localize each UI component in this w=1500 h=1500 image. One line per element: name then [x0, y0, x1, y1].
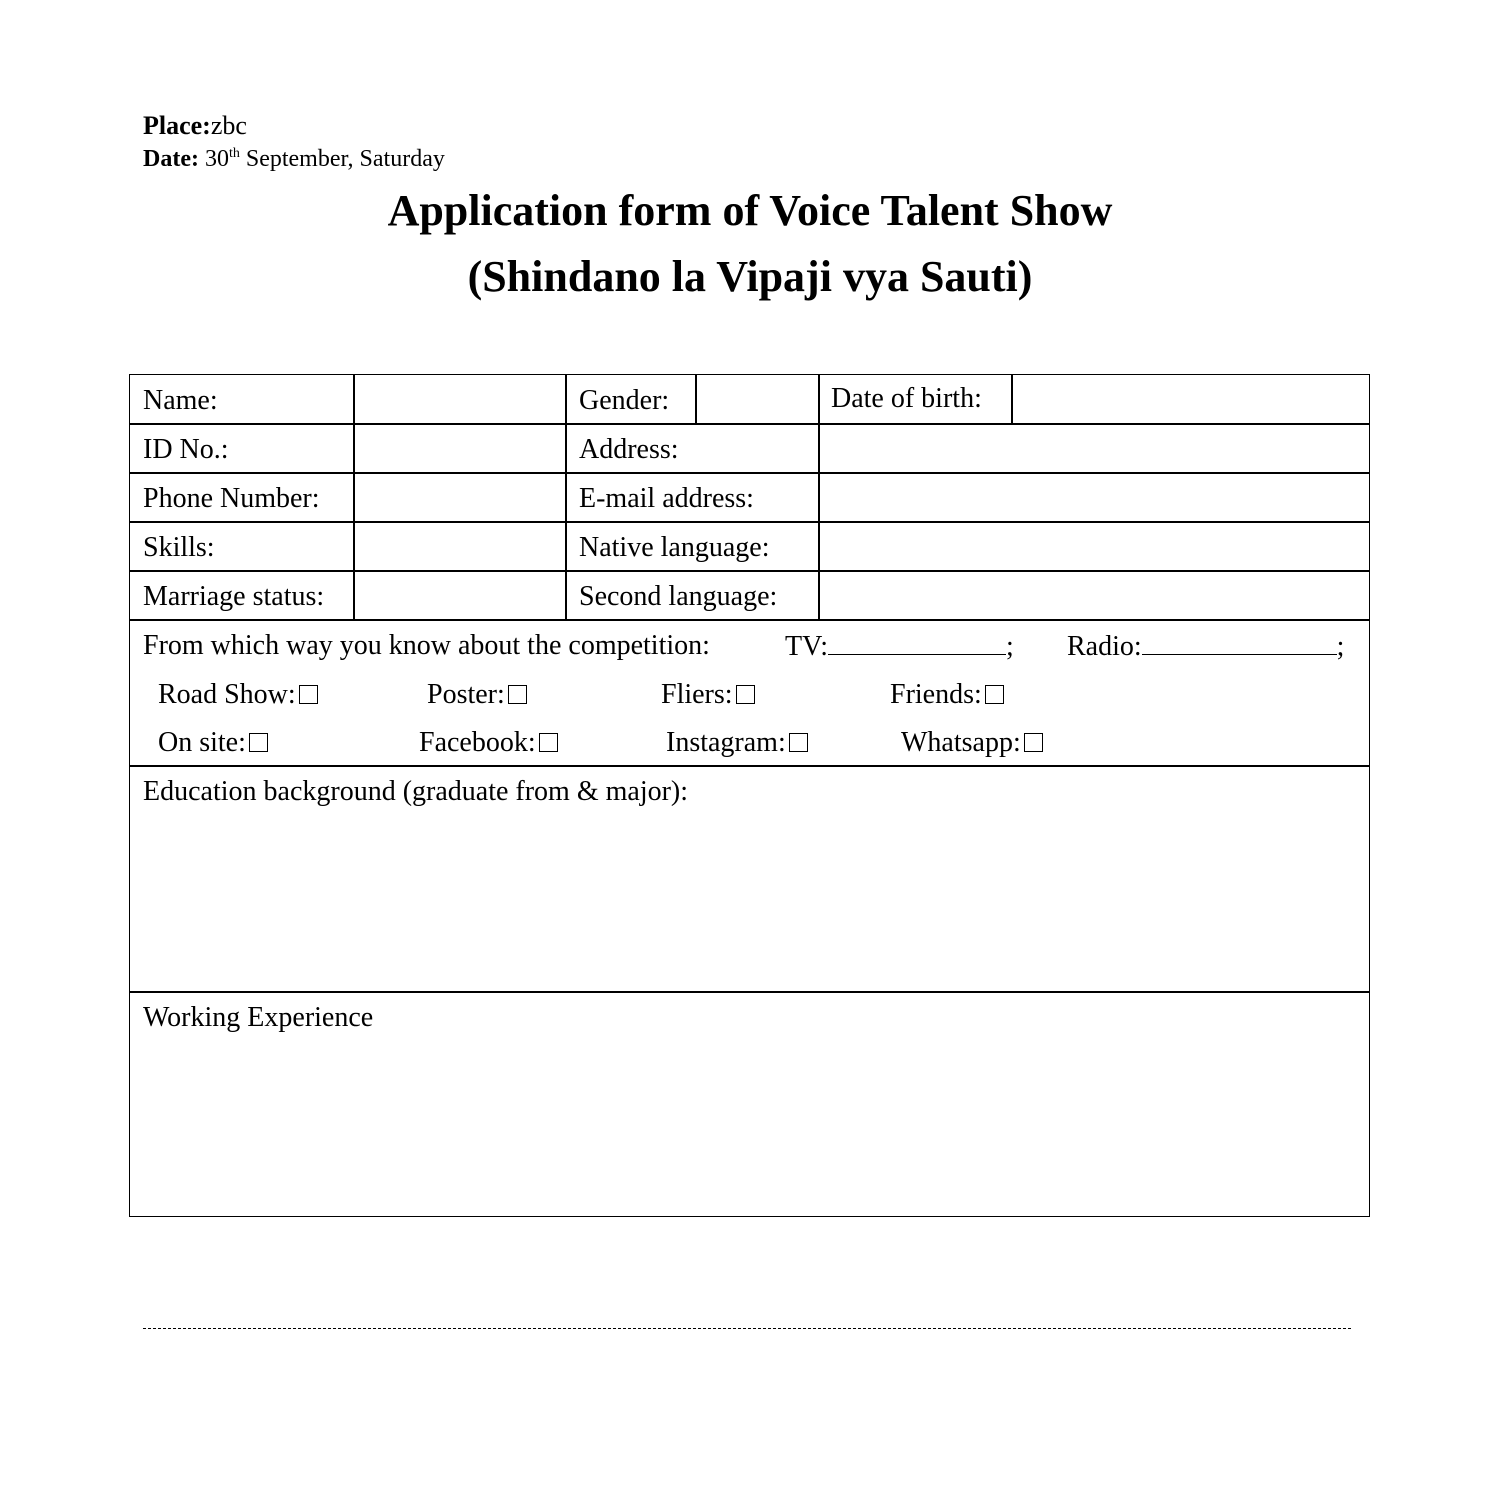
tv-label: TV: — [785, 631, 829, 662]
on-site-label: On site: — [158, 727, 246, 758]
address-field[interactable] — [820, 425, 1368, 471]
skills-label: Skills: — [143, 532, 215, 563]
option-facebook — [419, 729, 558, 757]
option-on-site — [158, 729, 268, 757]
cut-line — [143, 1328, 1351, 1329]
name-label: Name: — [143, 385, 218, 416]
poster-checkbox[interactable] — [508, 685, 527, 704]
road-show-checkbox[interactable] — [299, 685, 318, 704]
marriage-label: Marriage status: — [143, 581, 325, 612]
fliers-label: Fliers: — [661, 679, 733, 710]
dob-field[interactable] — [1013, 376, 1368, 422]
option-fliers — [661, 681, 755, 709]
dob-label: Date of birth: — [831, 383, 982, 414]
experience-label: Working Experience — [143, 1002, 374, 1033]
native-language-label: Native language: — [579, 532, 770, 563]
tv-separator: ; — [1006, 631, 1014, 662]
tv-blank[interactable] — [828, 632, 1006, 655]
date-line — [143, 147, 445, 171]
instagram-label: Instagram: — [666, 727, 786, 758]
radio-blank[interactable] — [1142, 632, 1337, 655]
date-suffix: th — [228, 146, 240, 161]
place-value: zbc — [210, 111, 247, 140]
marriage-field[interactable] — [355, 572, 564, 618]
row-divider — [130, 619, 1369, 621]
option-poster — [427, 681, 527, 709]
phone-label: Phone Number: — [143, 483, 320, 514]
second-language-label: Second language: — [579, 581, 778, 612]
form-title: Application form of Voice Talent Show — [387, 186, 1113, 235]
id-label: ID No.: — [143, 434, 229, 465]
friends-label: Friends: — [890, 679, 982, 710]
whatsapp-checkbox[interactable] — [1024, 733, 1043, 752]
option-friends — [890, 681, 1004, 709]
place-label: Place: — [143, 111, 211, 140]
on-site-checkbox[interactable] — [249, 733, 268, 752]
experience-field[interactable] — [131, 1041, 1367, 1213]
email-label: E-mail address: — [579, 483, 754, 514]
row-divider — [130, 765, 1369, 767]
email-field[interactable] — [820, 474, 1368, 520]
source-question: From which way you know about the competition: — [143, 630, 710, 661]
facebook-checkbox[interactable] — [539, 733, 558, 752]
poster-label: Poster: — [427, 679, 505, 710]
option-whatsapp — [901, 729, 1043, 757]
tv-option — [785, 632, 1014, 661]
whatsapp-label: Whatsapp: — [901, 727, 1021, 758]
education-label: Education background (graduate from & major): — [143, 776, 689, 807]
date-rest: September, Saturday — [239, 146, 445, 172]
row-divider — [130, 991, 1369, 993]
native-language-field[interactable] — [820, 523, 1368, 569]
gender-field[interactable] — [697, 376, 817, 422]
friends-checkbox[interactable] — [985, 685, 1004, 704]
second-language-field[interactable] — [820, 572, 1368, 618]
column-divider — [565, 375, 567, 620]
facebook-label: Facebook: — [419, 727, 536, 758]
education-field[interactable] — [131, 815, 1367, 989]
date-day: 30 — [204, 146, 229, 172]
radio-label: Radio: — [1067, 631, 1142, 662]
radio-separator: ; — [1336, 631, 1345, 662]
name-field[interactable] — [355, 376, 564, 422]
fliers-checkbox[interactable] — [736, 685, 755, 704]
gender-label: Gender: — [579, 385, 670, 416]
road-show-label: Road Show: — [158, 679, 296, 710]
radio-option — [1067, 632, 1344, 661]
id-field[interactable] — [355, 425, 564, 471]
instagram-checkbox[interactable] — [789, 733, 808, 752]
form-subtitle: (Shindano la Vipaji vya Sauti) — [467, 252, 1033, 301]
application-form — [129, 374, 1370, 1217]
address-label: Address: — [579, 434, 679, 465]
option-road-show — [158, 681, 318, 709]
place-line — [143, 113, 247, 139]
date-label: Date: — [143, 146, 199, 172]
phone-field[interactable] — [355, 474, 564, 520]
skills-field[interactable] — [355, 523, 564, 569]
option-instagram — [666, 729, 808, 757]
